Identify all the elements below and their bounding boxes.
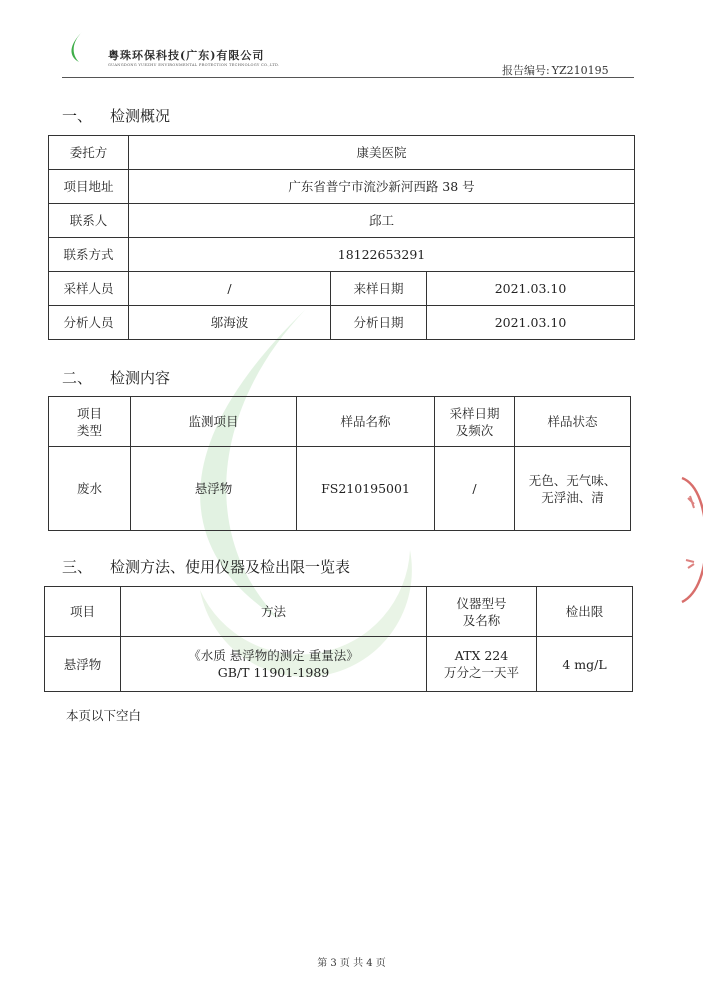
row-instrument: [427, 637, 537, 692]
header-date-line1: 采样日期: [449, 405, 500, 421]
phone-label: 联系方式: [49, 238, 129, 272]
row-type: 废水: [49, 447, 131, 531]
analysis-date-value: 2021.03.10: [427, 306, 635, 340]
row-date: /: [435, 447, 515, 531]
phone-value: 18122653291: [129, 238, 635, 272]
sampler-value: /: [129, 272, 331, 306]
method-table: [44, 586, 633, 692]
sampler-label: 采样人员: [49, 272, 129, 306]
header-item: 项目: [45, 587, 121, 637]
section-title-method: [62, 556, 350, 577]
row-method-line2: GB/T 11901-1989: [217, 665, 330, 680]
sample-date-label: 来样日期: [331, 272, 427, 306]
row-method: [121, 637, 427, 692]
company-logo-icon: [62, 30, 102, 74]
report-number-label: 报告编号:: [502, 64, 550, 77]
report-number-value: YZ210195: [551, 64, 609, 77]
header-method: 方法: [121, 587, 427, 637]
row-status-line2: 无浮油、清: [541, 489, 604, 505]
row-item: 悬浮物: [131, 447, 297, 531]
section-title-overview: [62, 105, 170, 126]
header-limit: 检出限: [537, 587, 633, 637]
section-title-text: 检测内容: [110, 369, 171, 387]
header-date: [435, 397, 515, 447]
content-table: [48, 396, 631, 531]
row-status-line1: 无色、无气味、: [528, 472, 617, 488]
header-instrument: [427, 587, 537, 637]
header-sample-name: 样品名称: [297, 397, 435, 447]
header-instrument-line1: 仪器型号: [456, 595, 507, 611]
analyst-value: 邬海波: [129, 306, 331, 340]
company-name-en: GUANGDONG YUEZHU ENVIRONMENTAL PROTECTION TECHNOLOGY CO.,LTD.: [108, 63, 280, 67]
section-number: 三、: [62, 558, 93, 576]
header-date-line2: 及频次: [455, 422, 494, 438]
address-label: 项目地址: [49, 170, 129, 204]
header-instrument-line2: 及名称: [462, 612, 501, 628]
section-number: 二、: [62, 369, 93, 387]
row-status: [515, 447, 631, 531]
header-status: 样品状态: [515, 397, 631, 447]
row-method-line1: 《水质 悬浮物的测定 重量法》: [188, 648, 359, 663]
contact-value: 邱工: [129, 204, 635, 238]
analyst-label: 分析人员: [49, 306, 129, 340]
header-type-line1: 项目: [76, 405, 102, 421]
contact-label: 联系人: [49, 204, 129, 238]
section-title-content: [62, 367, 170, 388]
row-instrument-line1: ATX 224: [454, 648, 509, 663]
analysis-date-label: 分析日期: [331, 306, 427, 340]
row-instrument-line2: 万分之一天平: [443, 665, 519, 680]
sample-date-value: 2021.03.10: [427, 272, 635, 306]
header-type: [49, 397, 131, 447]
overview-table: [48, 135, 635, 340]
report-number: [502, 62, 609, 78]
section-title-text: 检测方法、使用仪器及检出限一览表: [110, 558, 351, 576]
row-limit: 4 mg/L: [537, 637, 633, 692]
header-item: 监测项目: [131, 397, 297, 447]
company-name-cn: 粤珠环保科技(广东)有限公司: [108, 49, 265, 62]
header-divider: [62, 77, 634, 78]
seal-stamp-partial: [668, 470, 703, 610]
page-footer: 第 3 页 共 4 页: [317, 958, 386, 969]
section-title-text: 检测概况: [110, 107, 171, 125]
blank-note: 本页以下空白: [66, 708, 142, 723]
client-value: 康美医院: [129, 136, 635, 170]
header-type-line2: 类型: [76, 422, 102, 438]
row-item: 悬浮物: [45, 637, 121, 692]
address-value: 广东省普宁市流沙新河西路 38 号: [129, 170, 635, 204]
client-label: 委托方: [49, 136, 129, 170]
row-sample-name: FS210195001: [297, 447, 435, 531]
section-number: 一、: [62, 107, 93, 125]
